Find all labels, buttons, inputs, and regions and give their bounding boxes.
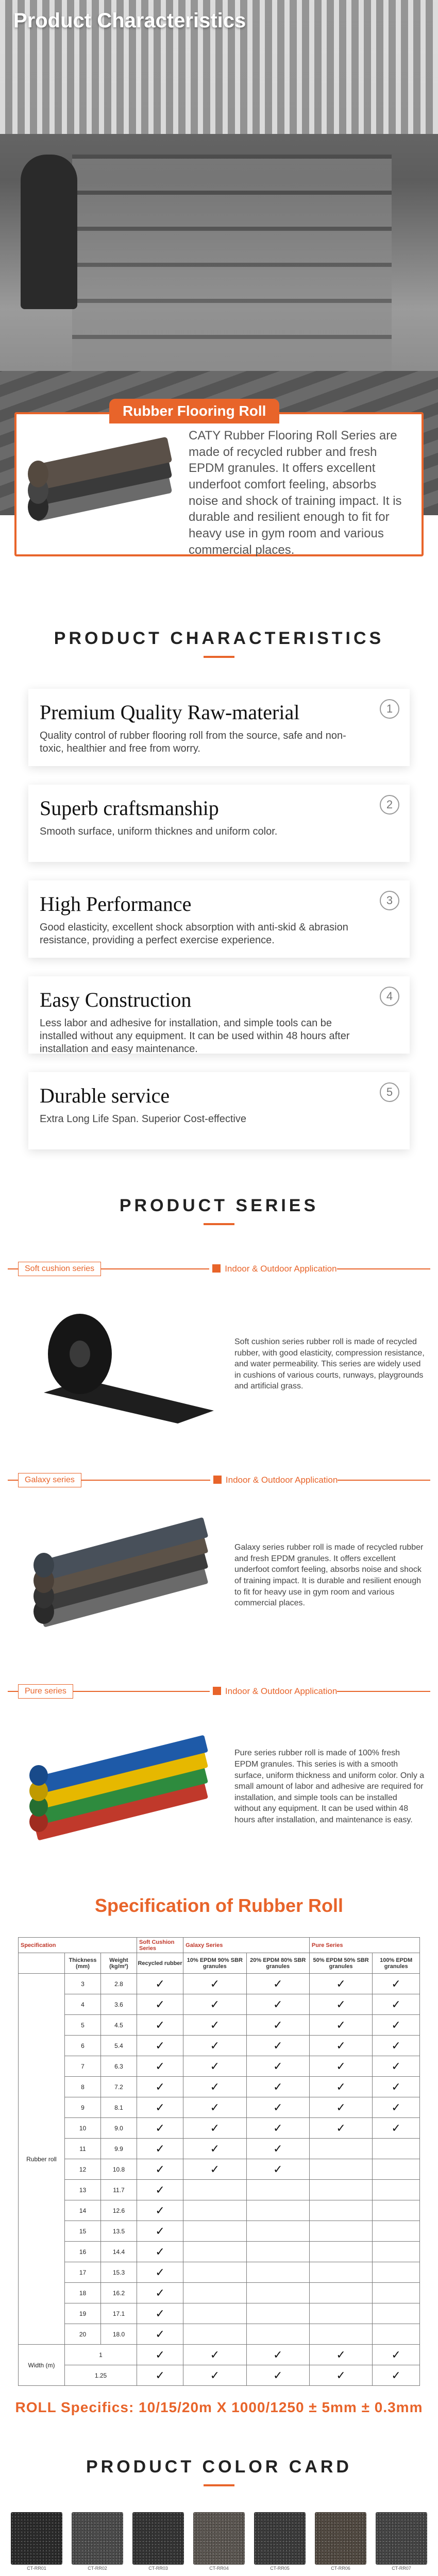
checkbox-icon	[212, 1264, 221, 1273]
weight-cell: 13.5	[101, 2221, 137, 2242]
check-icon: ✓	[183, 1994, 246, 2015]
check-icon: ✓	[309, 1974, 372, 1994]
empty-cell	[309, 2242, 372, 2262]
thickness-cell: 16	[65, 2242, 101, 2262]
empty-cell	[246, 2221, 309, 2242]
characteristic-card	[28, 976, 410, 1054]
weight-cell: 5.4	[101, 2036, 137, 2056]
table-row	[19, 2303, 420, 2324]
thickness-cell: 9	[65, 2097, 101, 2118]
empty-cell	[183, 2200, 246, 2221]
spec-body	[19, 1974, 420, 2386]
table-row	[19, 2345, 420, 2365]
swatch-chip	[254, 2512, 306, 2565]
thickness-cell: 4	[65, 1994, 101, 2015]
check-icon: ✓	[373, 1974, 420, 1994]
thickness-cell: 7	[65, 2056, 101, 2077]
check-icon: ✓	[183, 2345, 246, 2365]
thickness-cell: 13	[65, 2180, 101, 2200]
swatch-code: CT-RR07	[392, 2566, 411, 2571]
table-row	[19, 2056, 420, 2077]
empty-cell	[246, 2303, 309, 2324]
table-row	[19, 2365, 420, 2386]
divider	[8, 1268, 18, 1269]
series-body	[8, 1488, 430, 1663]
characteristic-number: 4	[380, 987, 399, 1006]
hero-title: Product Characteristics	[13, 9, 246, 32]
divider	[337, 1268, 430, 1269]
spec-heading: Specification of Rubber Roll	[94, 1895, 344, 1916]
empty-cell	[246, 2180, 309, 2200]
check-icon: ✓	[137, 2221, 183, 2242]
swatch-chip	[72, 2512, 123, 2565]
thickness-cell: 12	[65, 2159, 101, 2180]
thickness-cell: 20	[65, 2324, 101, 2345]
thickness-cell: 11	[65, 2139, 101, 2159]
galaxy-roll-image	[23, 1514, 219, 1637]
series-description: Galaxy series rubber roll is made of recycled rubber and fresh EPDM granules. It offers excellent underfoot comfort feeling, absorbs noise and shock of training impact. It is durable and resilient enough to fit for heavy use in gym room and various commercial places.	[234, 1543, 424, 1608]
swatch-code: CT-RR02	[88, 2566, 107, 2571]
thickness-cell: 10	[65, 2118, 101, 2139]
empty-cell	[373, 2180, 420, 2200]
thickness-cell: 19	[65, 2303, 101, 2324]
application-text: Indoor & Outdoor Application	[225, 1686, 338, 1696]
series-body	[8, 1699, 430, 1874]
swatch-chip	[132, 2512, 184, 2565]
table-row	[19, 1974, 420, 1994]
check-icon: ✓	[373, 2056, 420, 2077]
characteristic-number: 5	[380, 1082, 399, 1102]
empty-cell	[183, 2242, 246, 2262]
thickness-cell: 17	[65, 2262, 101, 2283]
roll-specifics: ROLL Specifics: 10/15/20m X 1000/1250 ± 5mm ± 0.3mm	[15, 2399, 423, 2415]
thickness-cell: 6	[65, 2036, 101, 2056]
check-icon: ✓	[373, 2118, 420, 2139]
check-icon: ✓	[246, 2015, 309, 2036]
check-icon: ✓	[246, 2056, 309, 2077]
color-swatch	[254, 2512, 306, 2572]
thickness-cell: 15	[65, 2221, 101, 2242]
empty-cell	[373, 2139, 420, 2159]
heading-underline	[204, 2484, 234, 2486]
color-swatch	[72, 2512, 123, 2572]
divider	[338, 1480, 430, 1481]
application-label	[213, 1475, 338, 1485]
empty-cell	[373, 2262, 420, 2283]
divider	[101, 1268, 209, 1269]
checkbox-icon	[213, 1476, 222, 1484]
weight-cell: 8.1	[101, 2097, 137, 2118]
pure-roll-image	[23, 1725, 219, 1849]
empty-cell	[183, 2262, 246, 2283]
table-row	[19, 2324, 420, 2345]
empty-cell	[373, 2221, 420, 2242]
table-row	[19, 2221, 420, 2242]
thickness-cell: 3	[65, 1974, 101, 1994]
empty-cell	[246, 2262, 309, 2283]
weight-cell: 9.9	[101, 2139, 137, 2159]
empty-cell	[183, 2303, 246, 2324]
check-icon: ✓	[373, 1994, 420, 2015]
check-icon: ✓	[137, 2180, 183, 2200]
table-row	[19, 1994, 420, 2015]
weight-cell: 16.2	[101, 2283, 137, 2303]
empty-cell	[183, 2283, 246, 2303]
characteristic-desc: Extra Long Life Span. Superior Cost-effective	[40, 1113, 246, 1125]
swatch-code: CT-RR05	[270, 2566, 290, 2571]
check-icon: ✓	[309, 2345, 372, 2365]
heading-underline	[204, 656, 234, 658]
series-body	[8, 1277, 430, 1452]
weight-cell: 2.8	[101, 1974, 137, 1994]
table-row	[19, 2200, 420, 2221]
check-icon: ✓	[246, 1994, 309, 2015]
check-icon: ✓	[246, 2097, 309, 2118]
check-icon: ✓	[309, 2077, 372, 2097]
characteristic-desc: Less labor and adhesive for installation, and simple tools can be installed without any equipment. It can be used within 48 hours after installation and easy maintenance.	[40, 1018, 350, 1055]
empty-cell	[309, 2221, 372, 2242]
empty-cell	[183, 2221, 246, 2242]
table-row	[19, 2015, 420, 2036]
weight-cell: 11.7	[101, 2180, 137, 2200]
check-icon: ✓	[137, 2262, 183, 2283]
swatch-chip	[11, 2512, 62, 2565]
check-icon: ✓	[137, 2139, 183, 2159]
empty-cell	[309, 2139, 372, 2159]
swatch-code: CT-RR06	[331, 2566, 350, 2571]
application-text: Indoor & Outdoor Application	[225, 1475, 338, 1485]
empty-cell	[183, 2180, 246, 2200]
application-label	[212, 1264, 336, 1274]
check-icon: ✓	[183, 2118, 246, 2139]
color-swatch	[376, 2512, 427, 2572]
empty-cell	[309, 2303, 372, 2324]
characteristic-number: 1	[380, 699, 399, 719]
table-row	[19, 2077, 420, 2097]
check-icon: ✓	[246, 2139, 309, 2159]
check-icon: ✓	[183, 2097, 246, 2118]
width-cell: 1	[65, 2345, 137, 2365]
width-cell: 1.25	[65, 2365, 137, 2386]
colorcard-heading: PRODUCT COLOR CARD	[86, 2457, 352, 2477]
check-icon: ✓	[183, 2077, 246, 2097]
spec-group-header: Specification	[19, 1938, 137, 1953]
check-icon: ✓	[246, 2118, 309, 2139]
weight-cell: 15.3	[101, 2262, 137, 2283]
check-icon: ✓	[309, 2118, 372, 2139]
check-icon: ✓	[373, 2097, 420, 2118]
characteristics-heading: PRODUCT CHARACTERISTICS	[54, 629, 384, 648]
swatch-code: CT-RR03	[148, 2566, 168, 2571]
divider	[8, 1480, 18, 1481]
empty-cell	[373, 2200, 420, 2221]
check-icon: ✓	[183, 2056, 246, 2077]
table-row	[19, 2159, 420, 2180]
sub-g10-header: 10% EPDM 90% SBR granules	[183, 1953, 246, 1974]
spec-table	[18, 1937, 420, 2386]
roll-stack-image	[27, 435, 181, 538]
empty-cell	[309, 2200, 372, 2221]
thickness-cell: 5	[65, 2015, 101, 2036]
weight-cell: 14.4	[101, 2242, 137, 2262]
check-icon: ✓	[309, 2097, 372, 2118]
swatch-chip	[376, 2512, 427, 2565]
check-icon: ✓	[137, 1994, 183, 2015]
thickness-header: Thickness (mm)	[65, 1953, 101, 1974]
check-icon: ✓	[309, 2056, 372, 2077]
blank-header	[19, 1953, 65, 1974]
intro-description: CATY Rubber Flooring Roll Series are made of recycled rubber and fresh EPDM granules. It offers excellent underfoot comfort feeling, absorbs noise and shock of training impact. It is durable and resilient enough to fit for heavy use in gym room and various commercial places.	[189, 429, 402, 557]
soft-cushion-roll-image	[23, 1302, 219, 1426]
check-icon: ✓	[309, 2036, 372, 2056]
check-icon: ✓	[246, 2077, 309, 2097]
characteristic-title: Durable service	[40, 1084, 170, 1107]
check-icon: ✓	[137, 2345, 183, 2365]
check-icon: ✓	[137, 2056, 183, 2077]
series-tag: Soft cushion series	[18, 1262, 101, 1276]
characteristic-desc: Smooth surface, uniform thicknes and uniform color.	[40, 826, 278, 837]
check-icon: ✓	[137, 2324, 183, 2345]
empty-cell	[246, 2283, 309, 2303]
weight-header: Weight (kg/m²)	[101, 1953, 137, 1974]
characteristic-card	[28, 689, 410, 766]
checkbox-icon	[213, 1687, 221, 1695]
weight-cell: 4.5	[101, 2015, 137, 2036]
check-icon: ✓	[183, 2036, 246, 2056]
check-icon: ✓	[373, 2077, 420, 2097]
sub-g50-header: 50% EPDM 50% SBR granules	[309, 1953, 372, 1974]
weight-cell: 17.1	[101, 2303, 137, 2324]
empty-cell	[183, 2324, 246, 2345]
shoe-shelf-image	[72, 155, 392, 371]
weight-cell: 6.3	[101, 2056, 137, 2077]
empty-cell	[246, 2200, 309, 2221]
sub-recycled-header: Recycled rubber	[137, 1953, 183, 1974]
series-soft-header: Soft Cushion Series	[137, 1938, 183, 1953]
characteristic-title: High Performance	[40, 892, 192, 916]
swatch-code: CT-RR04	[209, 2566, 229, 2571]
empty-cell	[373, 2159, 420, 2180]
check-icon: ✓	[137, 2097, 183, 2118]
check-icon: ✓	[137, 2015, 183, 2036]
characteristic-title: Superb craftsmanship	[40, 796, 219, 820]
color-swatch-grid	[10, 2512, 428, 2576]
empty-cell	[309, 2159, 372, 2180]
weight-cell: 18.0	[101, 2324, 137, 2345]
empty-cell	[373, 2242, 420, 2262]
sub-pure-header: 100% EPDM granules	[373, 1953, 420, 1974]
table-row	[19, 2139, 420, 2159]
series-description: Soft cushion series rubber roll is made of recycled rubber, with good elasticity, compression resistance, and water permeability. This series are widely used in cushions of various courts, runways, playgrounds and artificial grass.	[234, 1337, 425, 1391]
table-row	[19, 2118, 420, 2139]
application-label	[213, 1686, 337, 1697]
empty-cell	[373, 2324, 420, 2345]
series-pure-header: Pure Series	[309, 1938, 419, 1953]
check-icon: ✓	[183, 1974, 246, 1994]
empty-cell	[246, 2242, 309, 2262]
check-icon: ✓	[373, 2015, 420, 2036]
swatch-chip	[315, 2512, 366, 2565]
check-icon: ✓	[246, 2365, 309, 2386]
table-row	[19, 2262, 420, 2283]
check-icon: ✓	[137, 2036, 183, 2056]
weight-cell: 12.6	[101, 2200, 137, 2221]
series-header	[8, 1684, 430, 1699]
check-icon: ✓	[183, 2159, 246, 2180]
intro-label: Rubber Flooring Roll	[109, 399, 279, 423]
check-icon: ✓	[309, 2365, 372, 2386]
weight-cell: 9.0	[101, 2118, 137, 2139]
series-list	[8, 1261, 430, 1874]
characteristic-number: 2	[380, 795, 399, 815]
intro-card	[14, 403, 424, 557]
mannequin-image	[21, 155, 77, 309]
swatch-chip	[193, 2512, 245, 2565]
check-icon: ✓	[246, 2345, 309, 2365]
characteristic-title: Premium Quality Raw-material	[40, 701, 300, 724]
divider	[8, 1691, 18, 1692]
series-heading: PRODUCT SERIES	[119, 1196, 319, 1215]
weight-cell: 10.8	[101, 2159, 137, 2180]
check-icon: ✓	[137, 1974, 183, 1994]
empty-cell	[309, 2180, 372, 2200]
empty-cell	[309, 2324, 372, 2345]
color-swatch	[11, 2512, 62, 2572]
check-icon: ✓	[137, 2159, 183, 2180]
empty-cell	[309, 2262, 372, 2283]
thickness-cell: 18	[65, 2283, 101, 2303]
empty-cell	[373, 2303, 420, 2324]
check-icon: ✓	[309, 2015, 372, 2036]
check-icon: ✓	[137, 2242, 183, 2262]
check-icon: ✓	[137, 2200, 183, 2221]
characteristic-number: 3	[380, 891, 399, 910]
table-row	[19, 2097, 420, 2118]
weight-cell: 3.6	[101, 1994, 137, 2015]
check-icon: ✓	[246, 2159, 309, 2180]
thickness-cell: 14	[65, 2200, 101, 2221]
swatch-code: CT-RR01	[27, 2566, 46, 2571]
divider	[337, 1691, 430, 1692]
check-icon: ✓	[137, 2283, 183, 2303]
check-icon: ✓	[137, 2077, 183, 2097]
sub-g20-header: 20% EPDM 80% SBR granules	[246, 1953, 309, 1974]
check-icon: ✓	[246, 2036, 309, 2056]
check-icon: ✓	[137, 2303, 183, 2324]
table-row	[19, 2242, 420, 2262]
color-swatch	[193, 2512, 245, 2572]
check-icon: ✓	[373, 2345, 420, 2365]
check-icon: ✓	[137, 2365, 183, 2386]
check-icon: ✓	[183, 2139, 246, 2159]
divider	[81, 1480, 210, 1481]
table-row	[19, 2283, 420, 2303]
characteristic-title: Easy Construction	[40, 988, 192, 1011]
series-description: Pure series rubber roll is made of 100% fresh EPDM granules. This series is with a smooth surface, uniform thickness and uniform color. Only a small amount of labor and adhesive are required for installation, and simple tools can be installed without any equipment. It can be used within 48 hours after installation, and maintenance is easy.	[234, 1749, 425, 1824]
check-icon: ✓	[309, 1994, 372, 2015]
series-tag: Pure series	[18, 1684, 73, 1699]
characteristic-desc: Quality control of rubber flooring roll from the source, safe and non-toxic, healthier and free from worry.	[40, 730, 346, 754]
color-swatch	[315, 2512, 366, 2572]
check-icon: ✓	[183, 2015, 246, 2036]
check-icon: ✓	[137, 2118, 183, 2139]
check-icon: ✓	[183, 2365, 246, 2386]
series-header	[8, 1472, 430, 1488]
check-icon: ✓	[246, 1974, 309, 1994]
check-icon: ✓	[373, 2036, 420, 2056]
table-row	[19, 2180, 420, 2200]
series-galaxy-header: Galaxy Series	[183, 1938, 310, 1953]
characteristic-card	[28, 880, 410, 958]
empty-cell	[373, 2283, 420, 2303]
characteristic-card	[28, 1072, 410, 1149]
row-label: Rubber roll	[19, 1974, 65, 2345]
thickness-cell: 8	[65, 2077, 101, 2097]
weight-cell: 7.2	[101, 2077, 137, 2097]
application-text: Indoor & Outdoor Application	[225, 1264, 337, 1274]
series-header	[8, 1261, 430, 1277]
series-tag: Galaxy series	[18, 1473, 81, 1487]
empty-cell	[246, 2324, 309, 2345]
table-row	[19, 2036, 420, 2056]
color-swatch	[132, 2512, 184, 2572]
empty-cell	[309, 2283, 372, 2303]
row-label: Width (m)	[19, 2345, 65, 2386]
characteristics-list	[28, 689, 410, 1149]
heading-underline	[204, 1223, 234, 1225]
characteristic-desc: Good elasticity, excellent shock absorption with anti-skid & abrasion resistance, providing a perfect exercise experience.	[40, 922, 348, 946]
check-icon: ✓	[373, 2365, 420, 2386]
divider	[73, 1691, 210, 1692]
characteristic-card	[28, 785, 410, 862]
